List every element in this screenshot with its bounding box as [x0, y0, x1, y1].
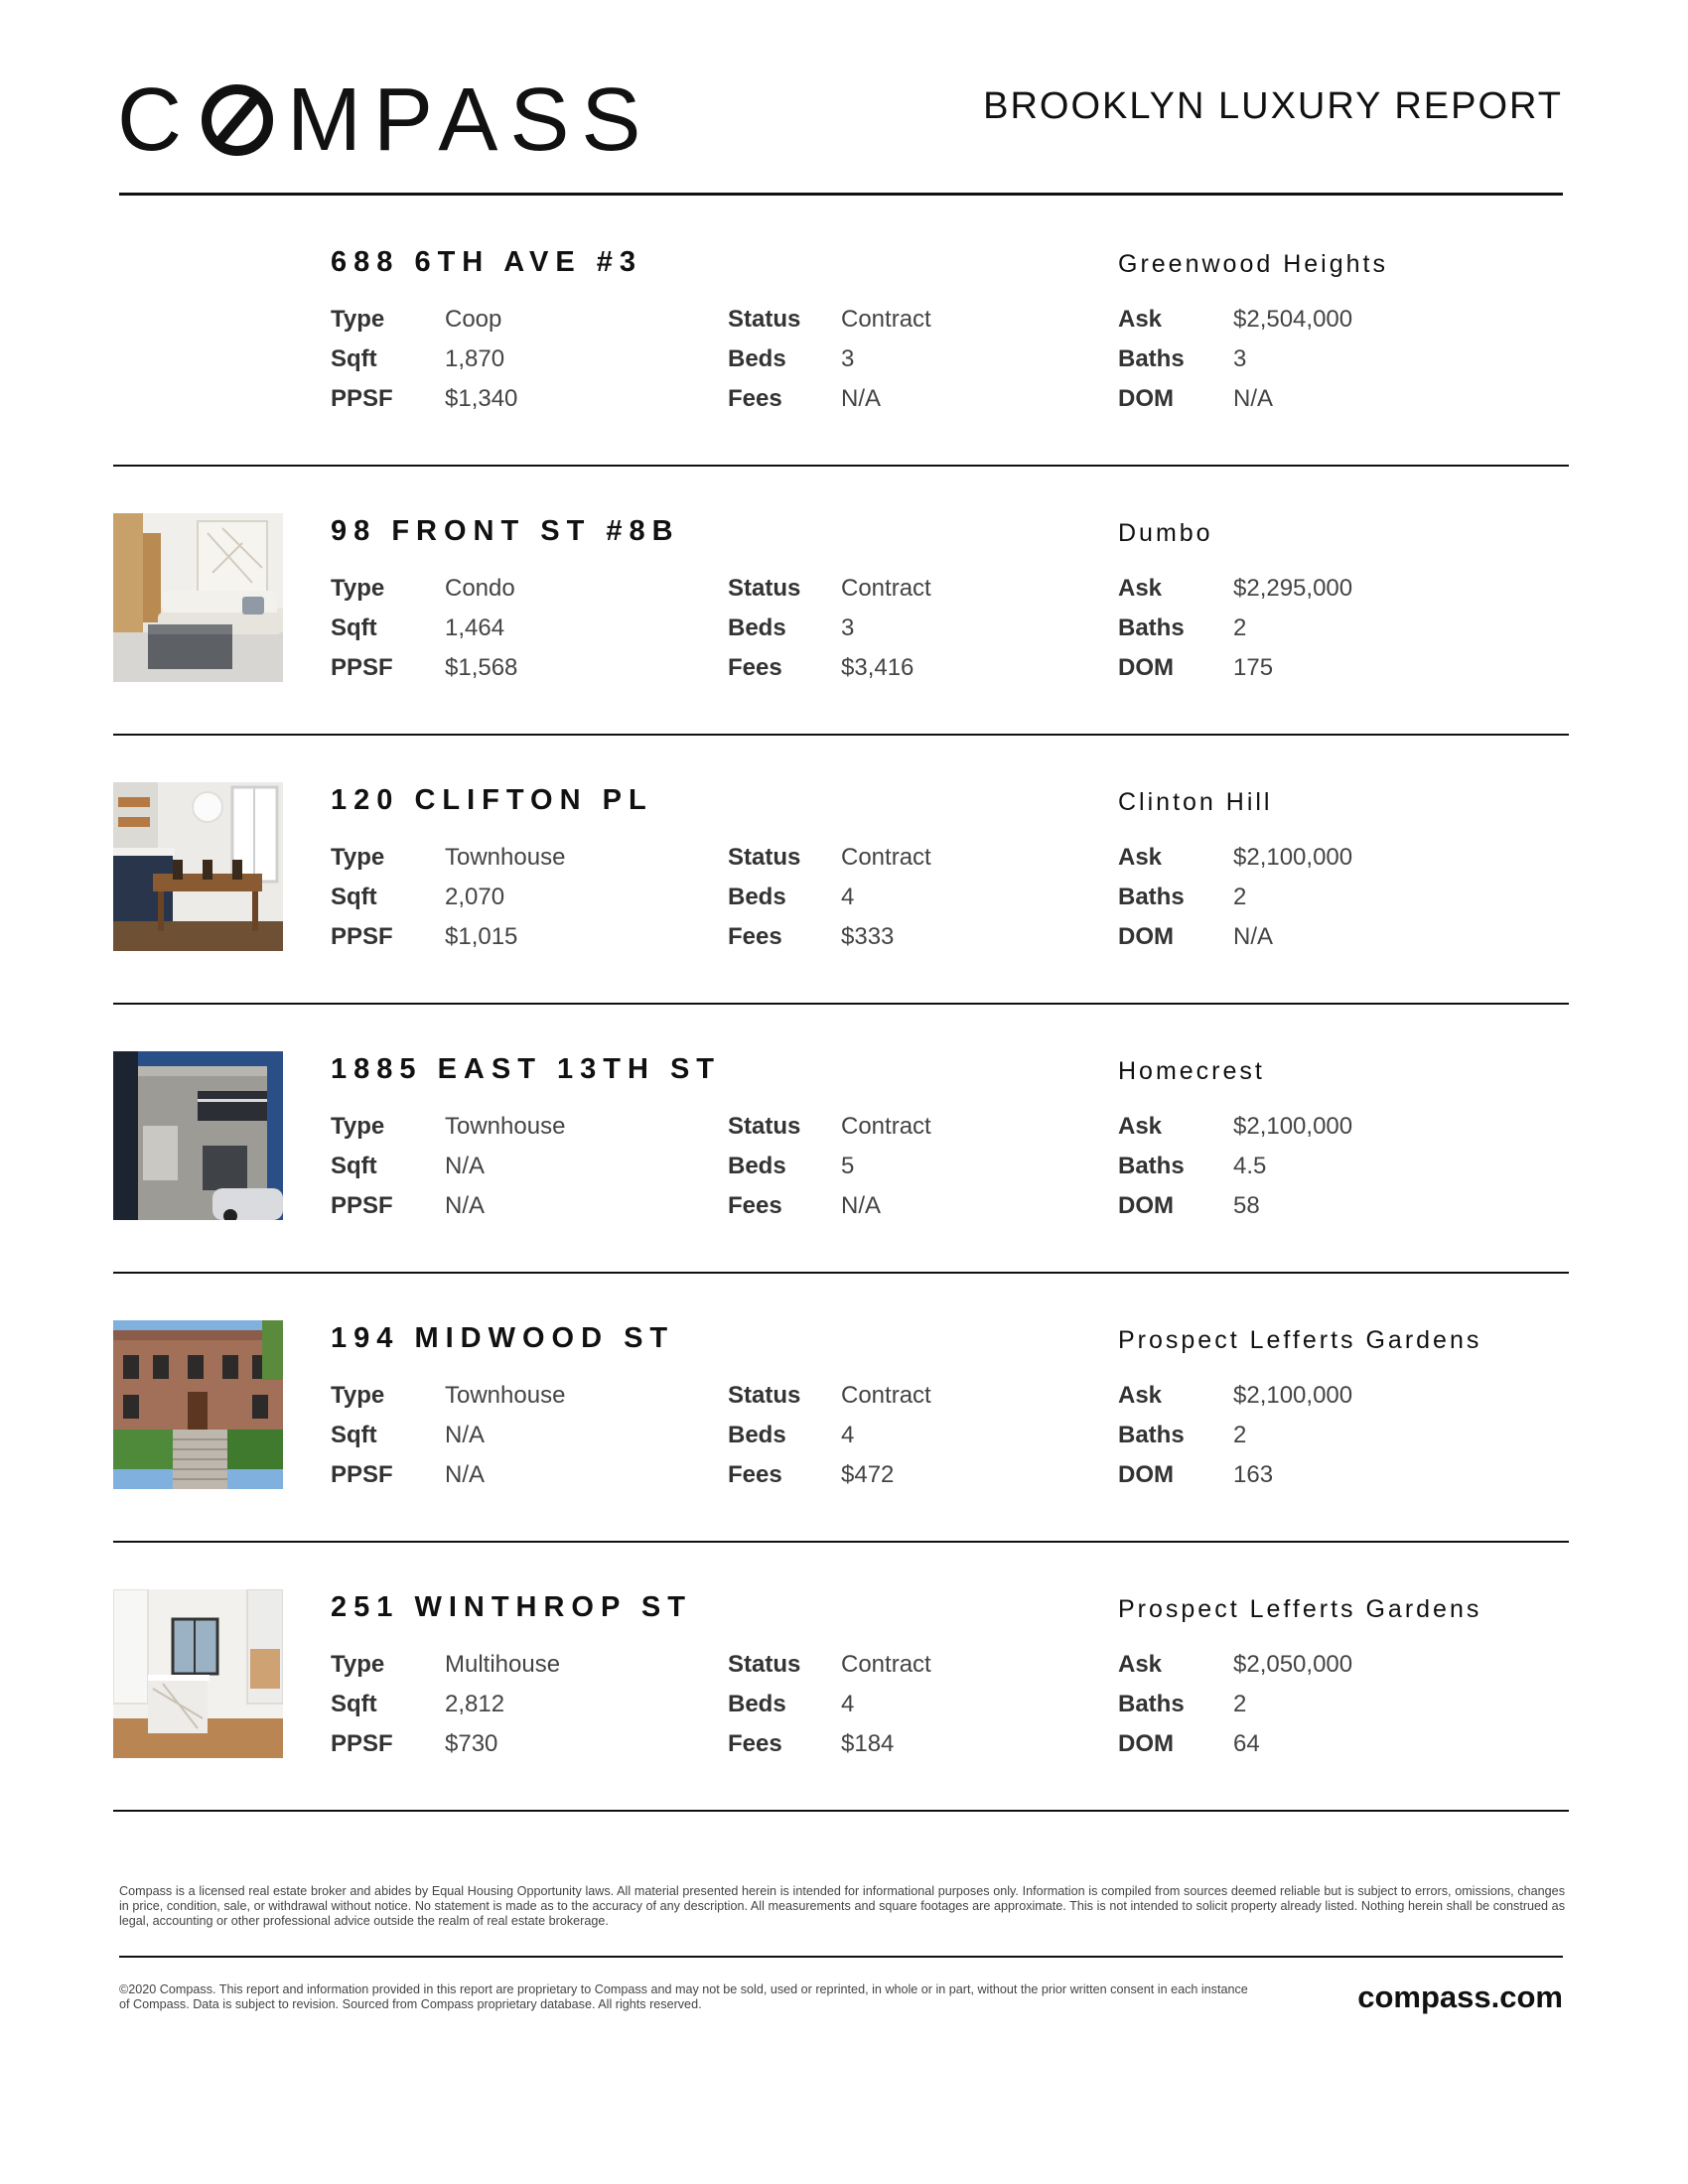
field-label-beds: Beds — [728, 345, 786, 372]
field-label-baths: Baths — [1118, 345, 1185, 372]
field-value-beds: 3 — [841, 345, 855, 372]
field-label-fees: Fees — [728, 1192, 782, 1219]
field-label-sqft: Sqft — [331, 1422, 377, 1448]
field-value-type: Townhouse — [445, 1113, 566, 1140]
field-value-baths: 2 — [1233, 884, 1247, 910]
field-value-ask: $2,295,000 — [1233, 575, 1353, 602]
field-value-type: Condo — [445, 575, 515, 602]
listing-neighborhood: Prospect Lefferts Gardens — [1118, 1595, 1482, 1623]
field-value-status: Contract — [841, 1651, 931, 1678]
field-label-dom: DOM — [1118, 654, 1174, 681]
field-value-beds: 4 — [841, 1691, 855, 1717]
field-label-type: Type — [331, 1113, 385, 1140]
listing-divider — [113, 465, 1569, 467]
listing-neighborhood: Clinton Hill — [1118, 788, 1273, 816]
field-value-ppsf: $1,015 — [445, 923, 518, 950]
listing-neighborhood: Homecrest — [1118, 1057, 1265, 1085]
listing-item — [0, 1275, 1688, 1543]
field-label-fees: Fees — [728, 654, 782, 681]
field-value-fees: N/A — [841, 1192, 882, 1219]
field-label-dom: DOM — [1118, 1192, 1174, 1219]
field-value-type: Townhouse — [445, 844, 566, 871]
logo-text-left: C — [117, 70, 194, 170]
field-value-dom: 163 — [1233, 1461, 1274, 1488]
field-label-status: Status — [728, 844, 801, 871]
field-label-sqft: Sqft — [331, 1691, 377, 1717]
field-label-ask: Ask — [1118, 306, 1163, 333]
listing-neighborhood: Greenwood Heights — [1118, 250, 1388, 278]
field-value-dom: 175 — [1233, 654, 1274, 681]
field-value-status: Contract — [841, 575, 931, 602]
field-label-fees: Fees — [728, 923, 782, 950]
field-value-ask: $2,504,000 — [1233, 306, 1353, 333]
field-label-ask: Ask — [1118, 1651, 1163, 1678]
field-label-status: Status — [728, 575, 801, 602]
field-value-baths: 4.5 — [1233, 1153, 1267, 1179]
field-value-ppsf: N/A — [445, 1461, 486, 1488]
field-value-ppsf: $1,340 — [445, 385, 518, 412]
listing-neighborhood: Prospect Lefferts Gardens — [1118, 1326, 1482, 1354]
field-value-type: Coop — [445, 306, 502, 333]
field-value-dom: 64 — [1233, 1730, 1260, 1757]
field-label-beds: Beds — [728, 1691, 786, 1717]
field-label-baths: Baths — [1118, 1691, 1185, 1717]
field-label-type: Type — [331, 1382, 385, 1409]
listing-address: 1885 EAST 13TH ST — [331, 1053, 721, 1085]
listing-photo[interactable] — [113, 1589, 283, 1758]
field-value-fees: $184 — [841, 1730, 895, 1757]
copyright-text: ©2020 Compass. This report and information provided in this report are proprietary to Compass and may not be sold, used or reprinted, in whole or in part, without the prior written consent in each instance of Compass. Data is subject to revision. Sourced from Compass proprietary database. All rights reserved. — [119, 1982, 1248, 2011]
listing-address: 688 6TH AVE #3 — [331, 246, 642, 278]
listing-item — [0, 1544, 1688, 1812]
field-label-beds: Beds — [728, 1153, 786, 1179]
field-label-type: Type — [331, 1651, 385, 1678]
field-value-fees: N/A — [841, 385, 882, 412]
field-value-sqft: N/A — [445, 1422, 486, 1448]
field-value-dom: N/A — [1233, 385, 1274, 412]
field-label-beds: Beds — [728, 614, 786, 641]
field-label-baths: Baths — [1118, 614, 1185, 641]
listing-item — [0, 737, 1688, 1005]
listing-address: 251 WINTHROP ST — [331, 1591, 692, 1623]
field-value-type: Townhouse — [445, 1382, 566, 1409]
field-value-status: Contract — [841, 1382, 931, 1409]
field-label-dom: DOM — [1118, 1461, 1174, 1488]
field-label-fees: Fees — [728, 385, 782, 412]
field-value-ppsf: $730 — [445, 1730, 498, 1757]
report-title: BROOKLYN LUXURY REPORT — [983, 85, 1563, 127]
field-label-type: Type — [331, 844, 385, 871]
field-label-baths: Baths — [1118, 884, 1185, 910]
listing-photo[interactable] — [113, 513, 283, 682]
field-label-ask: Ask — [1118, 1113, 1163, 1140]
field-label-sqft: Sqft — [331, 345, 377, 372]
listing-neighborhood: Dumbo — [1118, 519, 1213, 547]
field-label-ppsf: PPSF — [331, 1461, 393, 1488]
field-label-fees: Fees — [728, 1730, 782, 1757]
field-label-status: Status — [728, 1651, 801, 1678]
field-label-baths: Baths — [1118, 1153, 1185, 1179]
listing-item — [0, 199, 1688, 467]
field-value-baths: 2 — [1233, 614, 1247, 641]
field-label-beds: Beds — [728, 884, 786, 910]
field-label-ppsf: PPSF — [331, 1730, 393, 1757]
field-label-beds: Beds — [728, 1422, 786, 1448]
footer-divider — [119, 1956, 1563, 1958]
field-label-type: Type — [331, 575, 385, 602]
field-value-sqft: 2,812 — [445, 1691, 505, 1717]
field-value-ask: $2,050,000 — [1233, 1651, 1353, 1678]
listing-divider — [113, 1272, 1569, 1274]
field-label-ppsf: PPSF — [331, 385, 393, 412]
field-value-fees: $333 — [841, 923, 895, 950]
field-value-fees: $472 — [841, 1461, 895, 1488]
field-value-baths: 2 — [1233, 1422, 1247, 1448]
field-value-fees: $3,416 — [841, 654, 914, 681]
header-divider — [119, 193, 1563, 196]
field-label-ppsf: PPSF — [331, 923, 393, 950]
disclaimer-text: Compass is a licensed real estate broker and abides by Equal Housing Opportunity laws. All material presented herein is intended for informational purposes only. Information is compiled from sources deemed reliable but is subject to errors, omissions, changes in price, condition, sale, or withdrawal without notice. No statement is made as to the accuracy of any description. All measurements and square footages are approximate. This is not intended to solicit property already listed. Nothing herein shall be construed as legal, accounting or other professional advice outside the realm of real estate brokerage. — [119, 1884, 1565, 1928]
field-label-dom: DOM — [1118, 385, 1174, 412]
field-value-baths: 3 — [1233, 345, 1247, 372]
field-label-baths: Baths — [1118, 1422, 1185, 1448]
field-value-ppsf: N/A — [445, 1192, 486, 1219]
field-value-beds: 4 — [841, 1422, 855, 1448]
field-value-sqft: 2,070 — [445, 884, 505, 910]
field-label-ask: Ask — [1118, 575, 1163, 602]
field-value-ask: $2,100,000 — [1233, 844, 1353, 871]
field-label-ask: Ask — [1118, 1382, 1163, 1409]
field-label-type: Type — [331, 306, 385, 333]
field-value-status: Contract — [841, 844, 931, 871]
field-label-status: Status — [728, 1382, 801, 1409]
listing-address: 120 CLIFTON PL — [331, 784, 653, 816]
field-value-dom: N/A — [1233, 923, 1274, 950]
field-value-ask: $2,100,000 — [1233, 1113, 1353, 1140]
field-value-status: Contract — [841, 1113, 931, 1140]
listing-address: 98 FRONT ST #8B — [331, 515, 680, 547]
field-label-sqft: Sqft — [331, 1153, 377, 1179]
listing-divider — [113, 1810, 1569, 1812]
listing-photo[interactable] — [113, 782, 283, 951]
listing-divider — [113, 1541, 1569, 1543]
listing-divider — [113, 1003, 1569, 1005]
field-value-ppsf: $1,568 — [445, 654, 518, 681]
field-value-sqft: N/A — [445, 1153, 486, 1179]
listing-address: 194 MIDWOOD ST — [331, 1322, 675, 1354]
field-value-baths: 2 — [1233, 1691, 1247, 1717]
field-label-sqft: Sqft — [331, 884, 377, 910]
compass-o-icon — [202, 84, 273, 156]
logo-text-right: MPASS — [287, 70, 653, 170]
field-value-beds: 4 — [841, 884, 855, 910]
field-value-beds: 5 — [841, 1153, 855, 1179]
field-label-ppsf: PPSF — [331, 1192, 393, 1219]
field-label-sqft: Sqft — [331, 614, 377, 641]
field-value-sqft: 1,870 — [445, 345, 505, 372]
field-value-type: Multihouse — [445, 1651, 561, 1678]
field-label-fees: Fees — [728, 1461, 782, 1488]
listing-photo[interactable] — [113, 1320, 283, 1489]
field-label-ppsf: PPSF — [331, 654, 393, 681]
field-value-sqft: 1,464 — [445, 614, 505, 641]
field-label-status: Status — [728, 1113, 801, 1140]
listing-item — [0, 1006, 1688, 1274]
website-link[interactable]: compass.com — [1357, 1979, 1563, 2014]
compass-logo — [117, 70, 653, 170]
field-value-beds: 3 — [841, 614, 855, 641]
field-value-status: Contract — [841, 306, 931, 333]
field-label-dom: DOM — [1118, 1730, 1174, 1757]
listing-item — [0, 468, 1688, 736]
field-label-status: Status — [728, 306, 801, 333]
listing-photo[interactable] — [113, 1051, 283, 1220]
field-value-ask: $2,100,000 — [1233, 1382, 1353, 1409]
listing-divider — [113, 734, 1569, 736]
field-value-dom: 58 — [1233, 1192, 1260, 1219]
field-label-ask: Ask — [1118, 844, 1163, 871]
field-label-dom: DOM — [1118, 923, 1174, 950]
